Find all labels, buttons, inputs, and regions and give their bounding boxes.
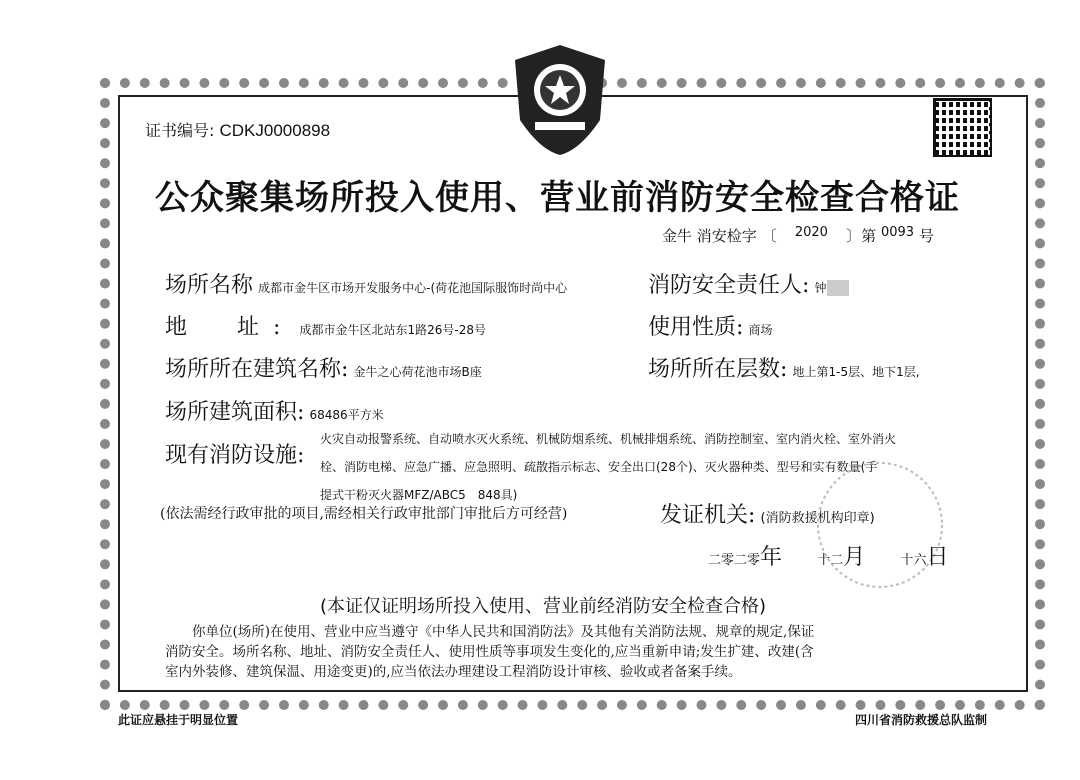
area-row <box>165 395 384 426</box>
responsible-value: 钟 <box>814 281 827 295</box>
fire-rescue-emblem-icon <box>505 40 615 160</box>
qr-code-pattern <box>935 100 990 155</box>
usage-value: 商场 <box>748 323 773 337</box>
floors-label: 场所所在层数: <box>648 357 788 382</box>
usage-row <box>648 310 773 341</box>
notice-heading: (本证仅证明场所投入使用、营业前经消防安全检查合格) <box>320 596 767 617</box>
usage-label: 使用性质: <box>648 315 744 340</box>
footer-issuer: 四川省消防救援总队监制 <box>855 713 988 727</box>
facilities-label: 现有消防设施: <box>165 443 305 468</box>
issuer-label: 发证机关: <box>660 503 756 528</box>
facilities-line: 火灾自动报警系统、自动喷水灭火系统、机械防烟系统、机械排烟系统、消防控制室、室内消火栓、室外消火 <box>320 432 897 446</box>
ref-suffix: 号 <box>918 227 934 245</box>
redaction-block <box>827 280 849 296</box>
facilities-line: 栓、消防电梯、应急广播、应急照明、疏散指示标志、安全出口(28个)、灭火器种类、型号和实有数量(手 <box>320 460 878 474</box>
ref-district: 金牛 <box>662 227 693 245</box>
issuer-value: (消防救援机构印章) <box>760 511 875 526</box>
ref-year: 2020 <box>794 225 828 240</box>
venue-name-value: 成都市金牛区市场开发服务中心-(荷花池国际服饰时尚中心 <box>258 281 568 295</box>
address-value: 成都市金牛区北站东1路26号-28号 <box>299 323 487 337</box>
certificate-number-value: CDKJ0000898 <box>219 121 331 140</box>
issue-date <box>708 540 948 571</box>
official-seal-icon <box>810 455 950 595</box>
footer-display-note: 此证应悬挂于明显位置 <box>118 713 239 727</box>
area-label: 场所建筑面积: <box>165 400 305 425</box>
certificate-title: 公众聚集场所投入使用、营业前消防安全检查合格证 <box>155 178 960 218</box>
facilities-line: 提式干粉灭火器MFZ/ABC5 848具) <box>320 488 518 502</box>
date-day: 十六 <box>900 553 927 568</box>
area-value: 68486平方米 <box>309 408 384 422</box>
ref-close: 〕第 <box>846 227 877 245</box>
floors-row <box>648 352 920 383</box>
date-month: 十二 <box>817 553 844 568</box>
venue-name-row <box>165 268 567 299</box>
date-year: 二零二零 <box>708 553 761 568</box>
approval-note: (依法需经行政审批的项目,需经相关行政审批部门审批后方可经营) <box>160 506 568 522</box>
building-row <box>165 352 482 383</box>
certificate-number <box>145 118 330 141</box>
notice-line: 室内外装修、建筑保温、用途变更)的,应当依法办理建设工程消防设计审核、验收或者备案手续。 <box>165 664 742 680</box>
floors-value: 地上第1-5层、地下1层, <box>792 365 920 379</box>
ref-serial: 0093 <box>880 225 915 240</box>
ref-prefix: 消安检字 <box>696 227 757 245</box>
ref-open: 〔 <box>761 227 777 245</box>
date-month-unit: 月 <box>843 545 866 570</box>
address-label: 地 址: <box>165 315 295 340</box>
document-reference <box>662 225 934 246</box>
notice-line: 消防安全。场所名称、地址、消防安全责任人、使用性质等事项发生变化的,应当重新申请;发生扩建、改建(含 <box>165 644 814 660</box>
date-day-unit: 日 <box>926 545 949 570</box>
building-label: 场所所在建筑名称: <box>165 357 349 382</box>
responsible-row <box>648 268 849 299</box>
notice-line: 你单位(场所)在使用、营业中应当遵守《中华人民共和国消防法》及其他有关消防法规、规章的规定,保证 <box>165 624 815 640</box>
responsible-label: 消防安全责任人: <box>648 273 810 298</box>
date-year-unit: 年 <box>760 545 783 570</box>
building-value: 金牛之心荷花池市场B座 <box>353 365 482 379</box>
venue-name-label: 场所名称 <box>165 273 254 298</box>
address-row <box>165 310 486 341</box>
certificate-number-label: 证书编号: <box>145 121 215 140</box>
